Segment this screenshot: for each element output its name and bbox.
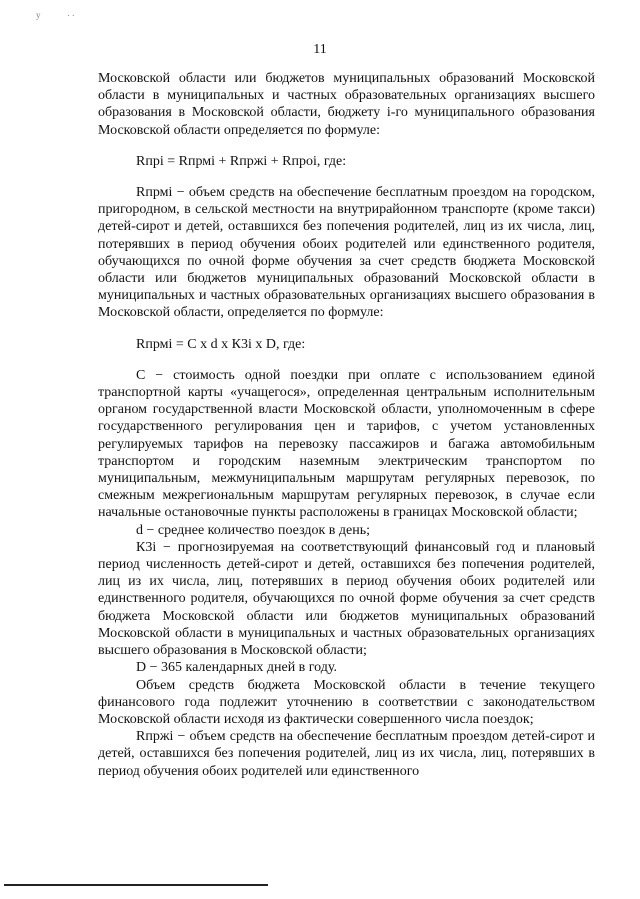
paragraph-rprmi-definition: Rпрмi − объем средств на обеспечение бесплатным проездом на городском, пригородном, в сельской местности на внутрирайонном транспорте (кроме такси) детей-сирот и детей, оставшихся без попечения родителей, лиц из их числа, лиц, потерявших в период обучения обоих родителей или единственного родителя, обучающихся по очной форме обучения за счет средств бюджета Московской области или бюджетов муниципальных образований Московской области в муниципальных и частных образовательных организациях высшего образования в Московской области, определяется по формуле: <box>98 185 595 321</box>
formula-rpri: Rпрi = Rпрмi + Rпржi + Rпроi, где: <box>136 153 347 169</box>
paragraph-days-definition: D − 365 календарных дней в году. <box>136 660 338 676</box>
paragraph-k3i-definition: К3i − прогнозируемая на соответствующий финансовый год и плановый период численность детей-сирот и детей, оставшихся без попечения родителей, лиц из их числа, лиц, потерявших в период обучения обоих родителей или единственного родителя, обучающихся по очной форме обучения за счет средств бюджета Московской области или бюджетов муниципальных образований Московской области в муниципальных и частных образовательных организациях высшего образования в Московской области; <box>98 539 595 659</box>
paragraph-budget-adjustment: Объем средств бюджета Московской области в течение текущего финансового года подлежит уточнению в соответствии с законодательством Московской области исходя из фактически совершенного числа поездок; <box>98 677 595 727</box>
paragraph-rprzhi-definition: Rпржi − объем средств на обеспечение бесплатным проездом детей-сирот и детей, оставшихся без попечения родителей, лиц из их числа, лиц, потерявших в период обучения обоих родителей или единственного <box>98 729 595 779</box>
formula-rprmi: Rпрмi = С x d x К3i x D, где: <box>136 336 306 352</box>
document-body <box>98 70 595 780</box>
scan-artifact-mark: у <box>36 10 41 20</box>
paragraph-c-definition: С − стоимость одной поездки при оплате с использованием единой транспортной карты «учащегося», определенная центральным исполнительным органом государственной власти Московской области, уполномоченным в сфере государственного регулирования цен и тарифов, с учетом установленных регулируемых тарифов на перевозку пассажиров и багажа автомобильным транспортом и городским наземным электрическим транспортом по муниципальным, межмуниципальным маршрутам регулярных перевозок, по смежным межрегиональным маршрутам регулярных перевозок, в случае если начальные остановочные пункты расположены в границах Московской области; <box>98 367 595 521</box>
page-number: 11 <box>313 42 327 57</box>
footnote-divider <box>4 884 268 886</box>
scan-artifact-mark: ۰۰ <box>66 10 76 20</box>
paragraph-d-definition: d − среднее количество поездок в день; <box>136 522 370 538</box>
paragraph-continuation: Московской области или бюджетов муниципальных образований Московской области в муниципальных и частных образовательных организациях высшего образования в Московской области, бюджету i-го муниципального образования Московской области определяется по формуле: <box>98 71 595 138</box>
